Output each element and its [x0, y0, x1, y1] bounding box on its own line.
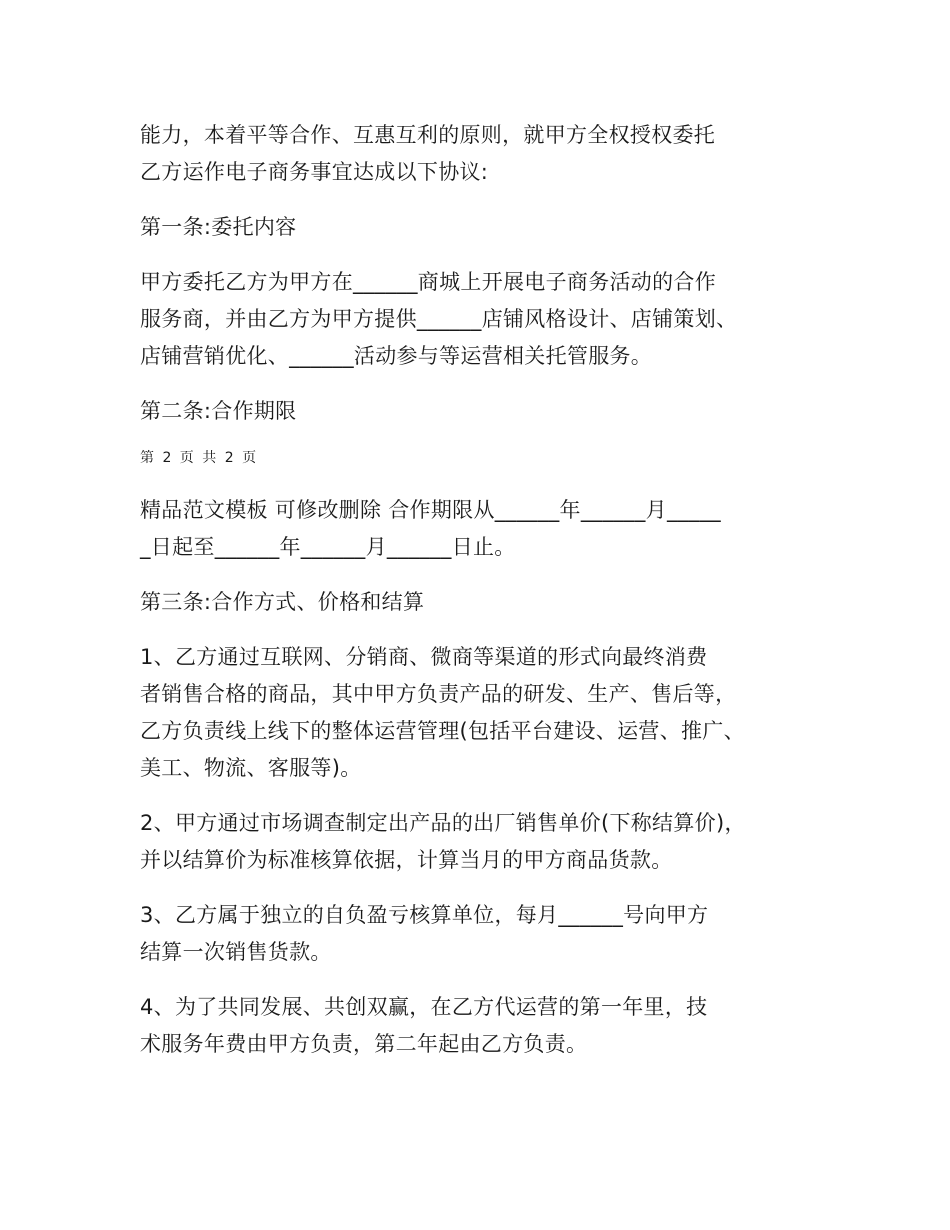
text-line: 美工、物流、客服等)。: [140, 756, 362, 780]
clause-3-paragraph: [140, 897, 840, 971]
text-line: _日起至______年______月______日止。: [140, 535, 516, 559]
clause-4-paragraph: [140, 989, 840, 1063]
text-line: 者销售合格的商品，其中甲方负责产品的研发、生产、售后等，: [140, 682, 737, 706]
text-line: 2、甲方通过市场调查制定出产品的出厂销售单价(下称结算价)，: [140, 811, 746, 835]
text-line: 甲方委托乙方为甲方在______商城上开展电子商务活动的合作: [140, 270, 716, 294]
text-line: 1、乙方通过互联网、分销商、微商等渠道的形式向最终消费: [140, 645, 708, 669]
clause-2-paragraph: [140, 805, 840, 879]
text-line: 术服务年费由甲方负责，第二年起由乙方负责。: [140, 1032, 588, 1056]
page-number-footer: 第 2 页 共 2 页: [140, 450, 259, 466]
text-line: 并以结算价为标准核算依据，计算当月的甲方商品货款。: [140, 848, 673, 872]
article3-heading: [140, 584, 840, 621]
text-line: 乙方运作电子商务事宜达成以下协议:: [140, 160, 489, 184]
clause-1-paragraph: [140, 639, 840, 787]
text-line: 结算一次销售货款。: [140, 940, 332, 964]
text-line: 3、乙方属于独立的自负盈亏核算单位，每月______号向甲方: [140, 903, 709, 927]
text-line: 服务商，并由乙方为甲方提供______店铺风格设计、店铺策划、: [140, 307, 738, 331]
intro-paragraph: [140, 117, 840, 191]
article2-paragraph: [140, 492, 840, 566]
heading-text: 第一条:委托内容: [140, 215, 297, 239]
text-line: 店铺营销优化、______活动参与等运营相关托管服务。: [140, 344, 653, 368]
heading-text: 第二条:合作期限: [140, 399, 297, 423]
text-line: 能力，本着平等合作、互惠互利的原则，就甲方全权授权委托: [140, 123, 716, 147]
heading-text: 第三条:合作方式、价格和结算: [140, 590, 425, 614]
article1-heading: [140, 209, 840, 246]
article1-paragraph: [140, 264, 840, 375]
text-line: 4、为了共同发展、共创双赢，在乙方代运营的第一年里，技: [140, 995, 708, 1019]
text-line: 精品范文模板 可修改删除 合作期限从______年______月_____: [140, 498, 721, 522]
text-line: 乙方负责线上线下的整体运营管理(包括平台建设、运营、推广、: [140, 719, 745, 743]
article2-heading: [140, 393, 840, 430]
